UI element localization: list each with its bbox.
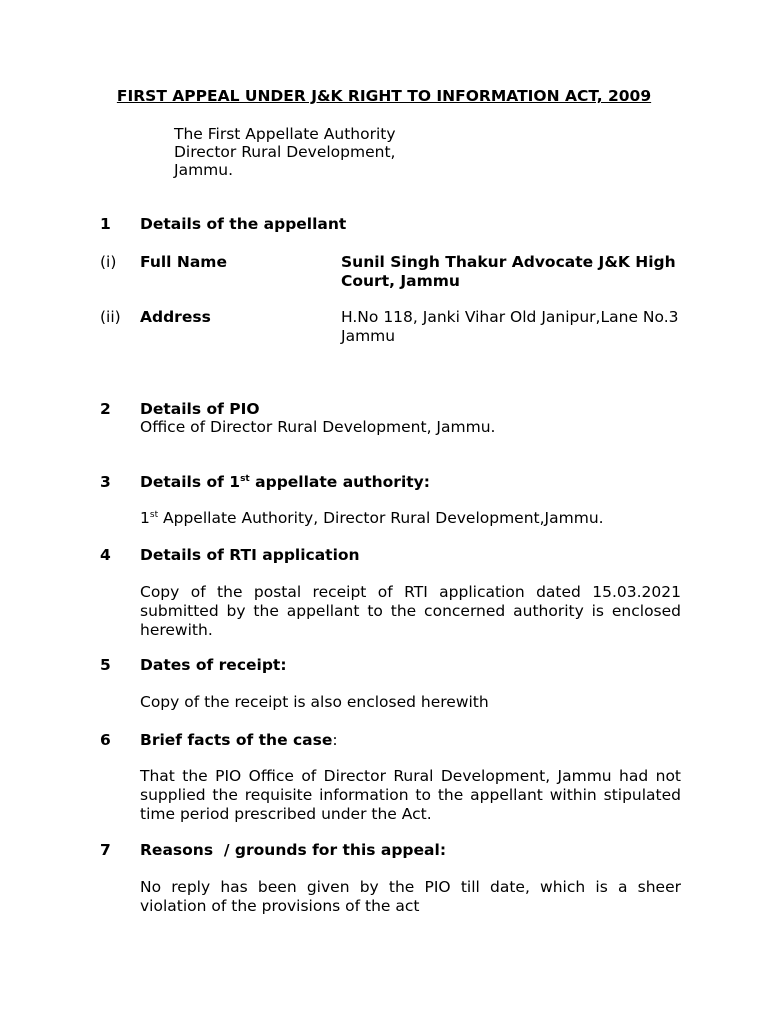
field-label-address: Address	[140, 308, 211, 326]
addressee-line: Jammu.	[174, 161, 234, 179]
field-value-full-name: Sunil Singh Thakur Advocate J&K High Court, Jammu	[341, 253, 676, 290]
section-text: Copy of the postal receipt of RTI application dated 15.03.2021 submitted by the appellant to the concerned authority is enclosed herewith.	[140, 583, 681, 639]
section-number: 3	[100, 473, 111, 491]
document-title: FIRST APPEAL UNDER J&K RIGHT TO INFORMATION ACT, 2009	[116, 87, 652, 105]
addressee-line: Director Rural Development,	[174, 143, 396, 161]
section-text: That the PIO Office of Director Rural Development, Jammu had not supplied the requisite information to the appellant within stipulated time period prescribed under the Act.	[140, 767, 681, 823]
item-number: (ii)	[100, 308, 121, 326]
section-text: No reply has been given by the PIO till date, which is a sheer violation of the provisions of the act	[140, 878, 681, 915]
section-heading: Dates of receipt:	[140, 656, 287, 674]
section-number: 2	[100, 400, 111, 418]
section-number: 5	[100, 656, 111, 674]
section-heading: Details of 1st appellate authority:	[140, 473, 430, 491]
addressee-line: The First Appellate Authority	[174, 125, 396, 143]
section-heading: Details of RTI application	[140, 546, 360, 564]
section-text: Copy of the receipt is also enclosed herewith	[140, 693, 489, 711]
section-number: 4	[100, 546, 111, 564]
section-number: 7	[100, 841, 111, 859]
section-heading: Reasons / grounds for this appeal:	[140, 841, 447, 859]
section-heading: Details of the appellant	[140, 215, 347, 233]
section-number: 6	[100, 731, 111, 749]
section-text: 1st Appellate Authority, Director Rural Development,Jammu.	[140, 509, 604, 527]
section-text: Office of Director Rural Development, Jammu.	[140, 418, 496, 436]
addressee-block	[174, 125, 396, 179]
field-value-address: H.No 118, Janki Vihar Old Janipur,Lane No.3 Jammu	[341, 308, 679, 345]
item-number: (i)	[100, 253, 117, 271]
section-heading: Details of PIO	[140, 400, 260, 418]
field-label-full-name: Full Name	[140, 253, 227, 271]
section-number: 1	[100, 215, 111, 233]
section-heading: Brief facts of the case:	[140, 731, 338, 749]
